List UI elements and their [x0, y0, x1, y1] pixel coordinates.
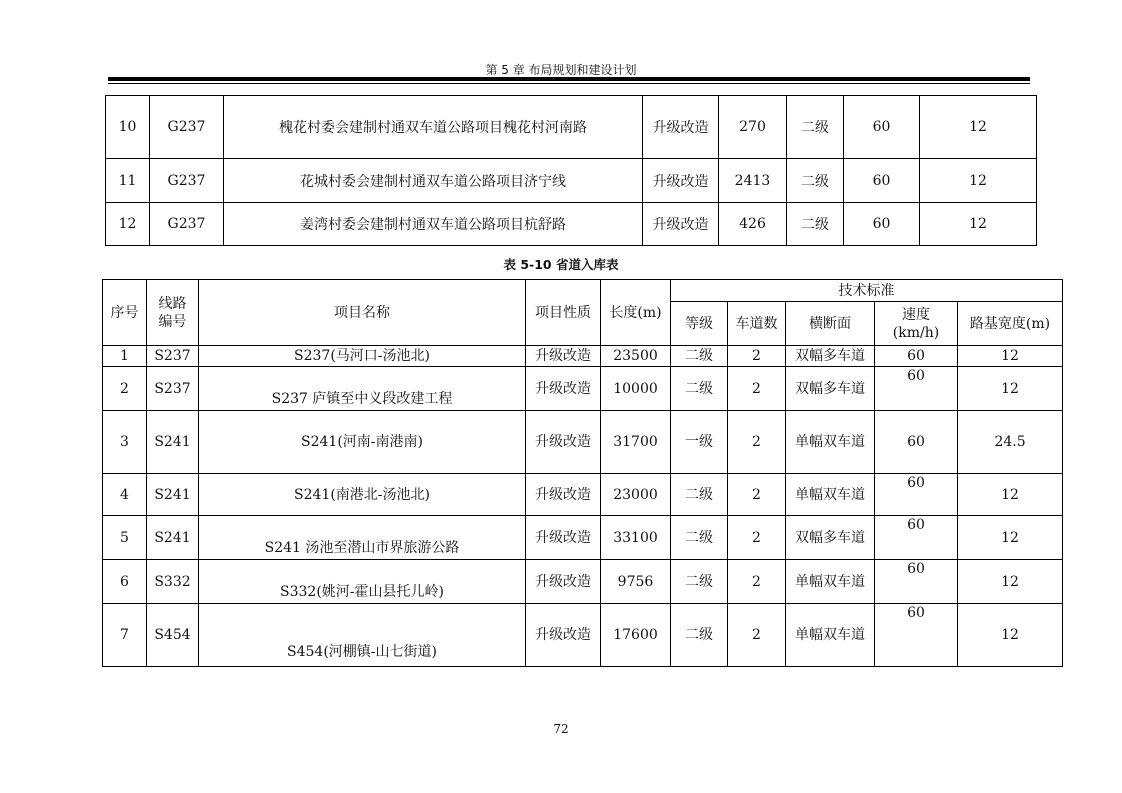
cell-speed: 60 — [875, 346, 958, 367]
cell-name-text: S454(河棚镇-山七街道) — [287, 644, 437, 660]
cell-grade: 二级 — [787, 96, 844, 159]
header-width: 路基宽度(m) — [958, 302, 1063, 346]
cell-lanes: 2 — [728, 411, 786, 474]
table-row — [103, 411, 1063, 474]
cell-speed: 60 — [844, 159, 920, 203]
cell-grade: 二级 — [671, 560, 728, 604]
cell-grade: 二级 — [671, 604, 728, 667]
header-no: 序号 — [103, 280, 147, 346]
cell-grade: 二级 — [671, 367, 728, 411]
cell-width: 12 — [920, 203, 1037, 246]
chapter-header: 第 5 章 布局规划和建设计划 — [485, 63, 637, 77]
cell-nature: 升级改造 — [643, 203, 719, 246]
cell-lanes: 2 — [728, 516, 786, 560]
cell-name — [199, 604, 526, 667]
cell-lanes: 2 — [728, 367, 786, 411]
cell-nature: 升级改造 — [526, 474, 601, 516]
cell-name — [199, 560, 526, 604]
cell-nature: 升级改造 — [526, 346, 601, 367]
cell-no: 2 — [103, 367, 147, 411]
cell-length: 33100 — [601, 516, 671, 560]
cell-section: 单幅双车道 — [786, 474, 875, 516]
cell-width: 12 — [958, 346, 1063, 367]
cell-lanes: 2 — [728, 604, 786, 667]
header-rule-thin — [108, 83, 1030, 84]
table-row — [103, 474, 1063, 516]
cell-grade: 二级 — [787, 203, 844, 246]
cell-speed: 60 — [875, 604, 958, 667]
cell-grade: 一级 — [671, 411, 728, 474]
cell-length: 10000 — [601, 367, 671, 411]
cell-no: 5 — [103, 516, 147, 560]
cell-length: 426 — [719, 203, 787, 246]
cell-route: S241 — [147, 411, 199, 474]
cell-name-text: S237 庐镇至中义段改建工程 — [271, 390, 453, 407]
table-row — [106, 159, 1037, 203]
cell-name: 花城村委会建制村通双车道公路项目济宁线 — [224, 159, 643, 203]
cell-speed: 60 — [875, 367, 958, 411]
header-section: 横断面 — [786, 302, 875, 346]
cell-width: 12 — [920, 159, 1037, 203]
provincial-road-table — [102, 279, 1063, 667]
cell-length: 270 — [719, 96, 787, 159]
cell-length: 23000 — [601, 474, 671, 516]
table-row — [103, 604, 1063, 667]
cell-route: S454 — [147, 604, 199, 667]
header-rule-thick — [108, 77, 1030, 81]
cell-width: 12 — [958, 560, 1063, 604]
header-name: 项目名称 — [199, 280, 526, 346]
cell-nature: 升级改造 — [526, 367, 601, 411]
cell-name: S241(南港北-汤池北) — [199, 474, 526, 516]
table-row — [103, 560, 1063, 604]
cell-grade: 二级 — [787, 159, 844, 203]
cell-width: 12 — [958, 604, 1063, 667]
cell-nature: 升级改造 — [526, 411, 601, 474]
table-row — [103, 346, 1063, 367]
cell-name-text: S241 汤池至潜山市界旅游公路 — [264, 539, 460, 556]
header-route-line2: 编号 — [158, 313, 187, 330]
cell-no: 10 — [106, 96, 150, 159]
cell-speed: 60 — [844, 203, 920, 246]
cell-route: G237 — [150, 159, 224, 203]
cell-grade: 二级 — [671, 516, 728, 560]
cell-speed: 60 — [875, 474, 958, 516]
header-route-line1: 线路 — [158, 295, 187, 312]
cell-no: 4 — [103, 474, 147, 516]
header-route — [147, 280, 199, 346]
cell-section: 双幅多车道 — [786, 367, 875, 411]
cell-route: S241 — [147, 516, 199, 560]
cell-route: S237 — [147, 346, 199, 367]
cell-section: 单幅双车道 — [786, 604, 875, 667]
header-speed-line1: 速度 — [902, 306, 930, 323]
header-tech-standard: 技术标准 — [671, 280, 1063, 302]
cell-speed: 60 — [875, 560, 958, 604]
header-nature: 项目性质 — [526, 280, 601, 346]
cell-route: S332 — [147, 560, 199, 604]
table-caption: 表 5-10 省道入库表 — [503, 257, 619, 272]
header-lanes: 车道数 — [728, 302, 786, 346]
cell-nature: 升级改造 — [526, 516, 601, 560]
cell-route: S241 — [147, 474, 199, 516]
cell-length: 17600 — [601, 604, 671, 667]
continued-table — [105, 95, 1037, 246]
cell-width: 12 — [958, 367, 1063, 411]
header-length: 长度(m) — [601, 280, 671, 346]
cell-width: 12 — [920, 96, 1037, 159]
cell-lanes: 2 — [728, 560, 786, 604]
cell-width: 24.5 — [958, 411, 1063, 474]
cell-no: 11 — [106, 159, 150, 203]
cell-length: 31700 — [601, 411, 671, 474]
cell-grade: 二级 — [671, 346, 728, 367]
cell-route: S237 — [147, 367, 199, 411]
header-row — [103, 280, 1063, 302]
cell-name: 姜湾村委会建制村通双车道公路项目杭舒路 — [224, 203, 643, 246]
cell-width: 12 — [958, 516, 1063, 560]
cell-nature: 升级改造 — [526, 604, 601, 667]
cell-section: 双幅多车道 — [786, 516, 875, 560]
cell-name: 槐花村委会建制村通双车道公路项目槐花村河南路 — [224, 96, 643, 159]
cell-section: 双幅多车道 — [786, 346, 875, 367]
page-number: 72 — [553, 722, 569, 736]
cell-length: 23500 — [601, 346, 671, 367]
cell-route: G237 — [150, 203, 224, 246]
cell-route: G237 — [150, 96, 224, 159]
cell-grade: 二级 — [671, 474, 728, 516]
cell-name — [199, 367, 526, 411]
cell-speed: 60 — [875, 411, 958, 474]
cell-lanes: 2 — [728, 346, 786, 367]
cell-no: 1 — [103, 346, 147, 367]
table-row — [103, 516, 1063, 560]
header-speed — [875, 302, 958, 346]
cell-length: 2413 — [719, 159, 787, 203]
cell-section: 单幅双车道 — [786, 411, 875, 474]
cell-name — [199, 516, 526, 560]
cell-nature: 升级改造 — [643, 159, 719, 203]
cell-speed: 60 — [875, 516, 958, 560]
table-row — [106, 96, 1037, 159]
cell-no: 6 — [103, 560, 147, 604]
cell-nature: 升级改造 — [526, 560, 601, 604]
cell-no: 12 — [106, 203, 150, 246]
cell-speed: 60 — [844, 96, 920, 159]
cell-name-text: S332(姚河-霍山县托儿岭) — [280, 583, 444, 600]
cell-no: 7 — [103, 604, 147, 667]
cell-lanes: 2 — [728, 474, 786, 516]
cell-nature: 升级改造 — [643, 96, 719, 159]
cell-name: S237(马河口-汤池北) — [199, 346, 526, 367]
table-row — [106, 203, 1037, 246]
table-row — [103, 367, 1063, 411]
cell-width: 12 — [958, 474, 1063, 516]
cell-length: 9756 — [601, 560, 671, 604]
header-grade: 等级 — [671, 302, 728, 346]
cell-no: 3 — [103, 411, 147, 474]
cell-name: S241(河南-南港南) — [199, 411, 526, 474]
header-speed-line2: (km/h) — [892, 324, 940, 341]
cell-section: 单幅双车道 — [786, 560, 875, 604]
